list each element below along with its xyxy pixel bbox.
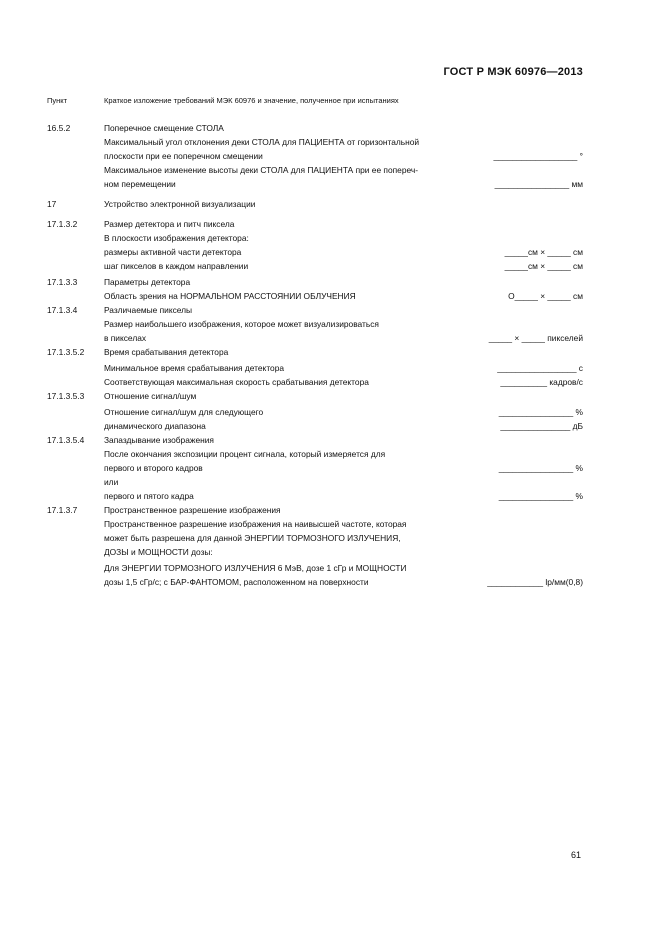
item-text: плоскости при ее поперечном смещении [104,151,263,161]
item-text: Отношение сигнал/шум для следующего [104,407,264,417]
item-text: шаг пикселов в каждом направлении [104,261,249,271]
list-item [0,290,661,303]
item-value-field: _____см × _____ см [504,247,583,257]
page-number: 61 [571,850,582,860]
item-text: ДОЗЫ и МОЩНОСТИ дозы: [104,547,213,557]
item-text: Размер детектора и питч пиксела [104,219,235,229]
list-item [0,246,661,259]
column-header-summary: Краткое изложение требований МЭК 60976 и значение, полученное при испытаниях [104,96,399,105]
item-text: Для ЭНЕРГИИ ТОРМОЗНОГО ИЗЛУЧЕНИЯ 6 МэВ, дозе 1 сГр и МОЩНОСТИ [104,563,407,573]
list-item [0,476,661,489]
item-text: Запаздывание изображения [104,435,214,445]
item-number: 17.1.3.2 [47,219,78,229]
item-text: Максимальный угол отклонения деки СТОЛА для ПАЦИЕНТА от горизонтальной [104,137,420,147]
list-item [0,420,661,433]
item-number: 17.1.3.5.2 [47,347,85,357]
item-number: 17.1.3.7 [47,505,78,515]
document-header: ГОСТ Р МЭК 60976—2013 [443,66,583,78]
item-text: может быть разрешена для данной ЭНЕРГИИ ТОРМОЗНОГО ИЗЛУЧЕНИЯ, [104,533,401,543]
list-item [0,218,661,231]
item-text: Устройство электронной визуализации [104,199,256,209]
item-text: размеры активной части детектора [104,247,242,257]
list-item [0,346,661,359]
item-value-field: ________________ мм [494,179,583,189]
item-number: 16.5.2 [47,123,71,133]
list-item [0,178,661,191]
item-text: Параметры детектора [104,277,191,287]
item-value-field: О_____ × _____ см [508,291,583,301]
item-text: Область зрения на НОРМАЛЬНОМ РАССТОЯНИИ ОБЛУЧЕНИЯ [104,291,356,301]
list-item [0,462,661,475]
list-item [0,532,661,545]
item-text: В плоскости изображения детектора: [104,233,249,243]
item-number: 17.1.3.3 [47,277,78,287]
item-value-field: _______________ дБ [500,421,583,431]
item-text: первого и пятого кадра [104,491,194,501]
item-text: Размер наибольшего изображения, которое может визуализироваться [104,319,379,329]
list-item [0,376,661,389]
list-item [0,546,661,559]
item-text: дозы 1,5 сГр/с; с БАР-ФАНТОМОМ, расположенном на поверхности [104,577,369,587]
list-item [0,504,661,517]
item-text: ном перемещении [104,179,176,189]
item-number: 17.1.3.5.3 [47,391,85,401]
list-item [0,136,661,149]
item-value-field: _____см × _____ см [504,261,583,271]
list-item [0,198,661,211]
list-item [0,434,661,447]
list-item [0,150,661,163]
list-item [0,518,661,531]
list-item [0,276,661,289]
item-text: Отношение сигнал/шум [104,391,197,401]
item-text: Максимальное изменение высоты деки СТОЛА для ПАЦИЕНТА при ее попереч- [104,165,419,175]
item-value-field: ________________ % [498,407,583,417]
item-text: Пространственное разрешение изображения на наивысшей частоте, которая [104,519,407,529]
item-text: или [104,477,119,487]
item-value-field: _________________ с [497,363,583,373]
item-text: Время срабатывания детектора [104,347,229,357]
list-item [0,260,661,273]
list-item [0,562,661,575]
item-text: После окончания экспозиции процент сигнала, который измеряется для [104,449,386,459]
list-item [0,576,661,589]
item-value-field: ________________ % [498,463,583,473]
list-item [0,390,661,403]
item-value-field: __________ кадров/с [500,377,583,387]
list-item [0,362,661,375]
list-item [0,332,661,345]
item-value-field: ____________ lp/мм(0,8) [487,577,583,587]
item-text: первого и второго кадров [104,463,203,473]
item-text: динамического диапазона [104,421,206,431]
item-text: в пикселах [104,333,147,343]
item-number: 17.1.3.5.4 [47,435,85,445]
item-number: 17.1.3.4 [47,305,78,315]
item-value-field: __________________ ° [493,151,583,161]
item-number: 17 [47,199,57,209]
list-item [0,122,661,135]
list-item [0,448,661,461]
list-item [0,490,661,503]
item-value-field: ________________ % [498,491,583,501]
list-item [0,164,661,177]
list-item [0,232,661,245]
item-text: Минимальное время срабатывания детектора [104,363,285,373]
item-text: Соответствующая максимальная скорость срабатывания детектора [104,377,369,387]
item-text: Пространственное разрешение изображения [104,505,281,515]
item-text: Поперечное смещение СТОЛА [104,123,224,133]
list-item [0,406,661,419]
list-item [0,318,661,331]
item-value-field: _____ × _____ пикселей [488,333,583,343]
list-item [0,304,661,317]
column-header-item: Пункт [47,96,68,105]
item-text: Различаемые пикселы [104,305,193,315]
